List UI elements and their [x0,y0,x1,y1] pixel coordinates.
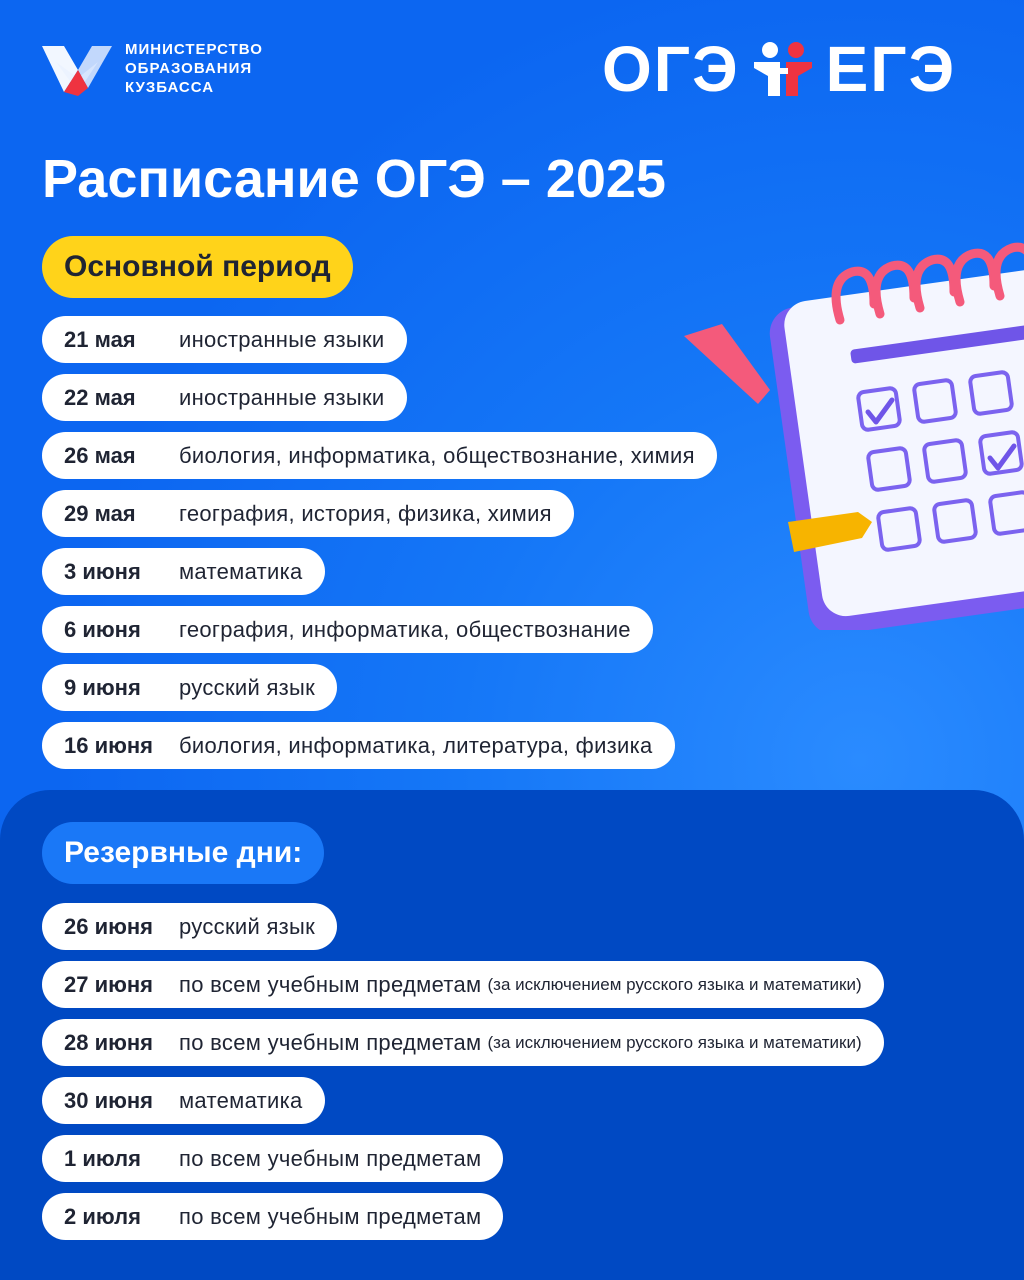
exam-subjects: математика [179,558,303,584]
list-item [42,903,337,950]
exam-date: 2 июля [64,1203,141,1229]
ministry-name [125,40,263,97]
list-item [42,432,717,479]
ministry-line-3: КУЗБАССА [125,79,215,96]
exam-subjects: география, история, физика, химия [179,500,552,526]
list-item [42,1077,325,1124]
brand-ege: ЕГЭ [825,33,957,105]
exam-date: 27 июня [64,971,154,997]
reserve-days-list [42,903,884,1251]
list-item [42,374,407,421]
exam-subjects: русский язык [179,674,316,700]
ministry-logo-icon [42,42,112,96]
exam-subjects: по всем учебным предметам [179,1203,482,1229]
brand-oge: ОГЭ [602,33,740,105]
exam-subjects: математика [179,1087,303,1113]
exam-date: 3 июня [64,558,141,584]
exam-date: 30 июня [64,1087,154,1113]
exam-subjects: биология, информатика, литература, физика [179,732,653,758]
exam-note: (за исключением русского языка и математики) [487,974,862,994]
exam-date: 1 июля [64,1145,141,1171]
exam-date: 16 июня [64,732,154,758]
oge-ege-people-icon [750,40,816,98]
list-item [42,722,675,769]
exam-subjects: иностранные языки [179,326,385,352]
exam-date: 26 июня [64,913,154,939]
exam-date: 26 мая [64,442,136,468]
exam-date: 28 июня [64,1029,154,1055]
exam-date: 6 июня [64,616,141,642]
list-item [42,961,884,1008]
exam-date: 29 мая [64,500,136,526]
exam-subjects: по всем учебным предметам [179,1145,482,1171]
main-period-list [42,316,717,780]
exam-date: 21 мая [64,326,136,352]
ministry-line-1: МИНИСТЕРСТВО [125,41,263,58]
list-item [42,1135,503,1182]
ministry-line-2: ОБРАЗОВАНИЯ [125,60,253,77]
exam-subjects: по всем учебным предметам [179,971,482,997]
list-item [42,316,407,363]
list-item [42,490,574,537]
list-item [42,1193,503,1240]
exam-subjects: биология, информатика, обществознание, химия [179,442,695,468]
exam-subjects: география, информатика, обществознание [179,616,631,642]
exam-date: 22 мая [64,384,136,410]
oge-ege-brand [602,34,956,104]
calendar-illustration-icon [680,240,1024,630]
page-title: Расписание ОГЭ – 2025 [42,149,666,209]
list-item [42,1019,884,1066]
exam-subjects: иностранные языки [179,384,385,410]
exam-note: (за исключением русского языка и математики) [487,1032,862,1052]
reserve-days-label: Резервные дни: [42,822,324,884]
main-period-label: Основной период [42,236,353,298]
list-item [42,664,337,711]
exam-subjects: по всем учебным предметам [179,1029,482,1055]
exam-subjects: русский язык [179,913,316,939]
list-item [42,606,653,653]
exam-date: 9 июня [64,674,141,700]
list-item [42,548,325,595]
